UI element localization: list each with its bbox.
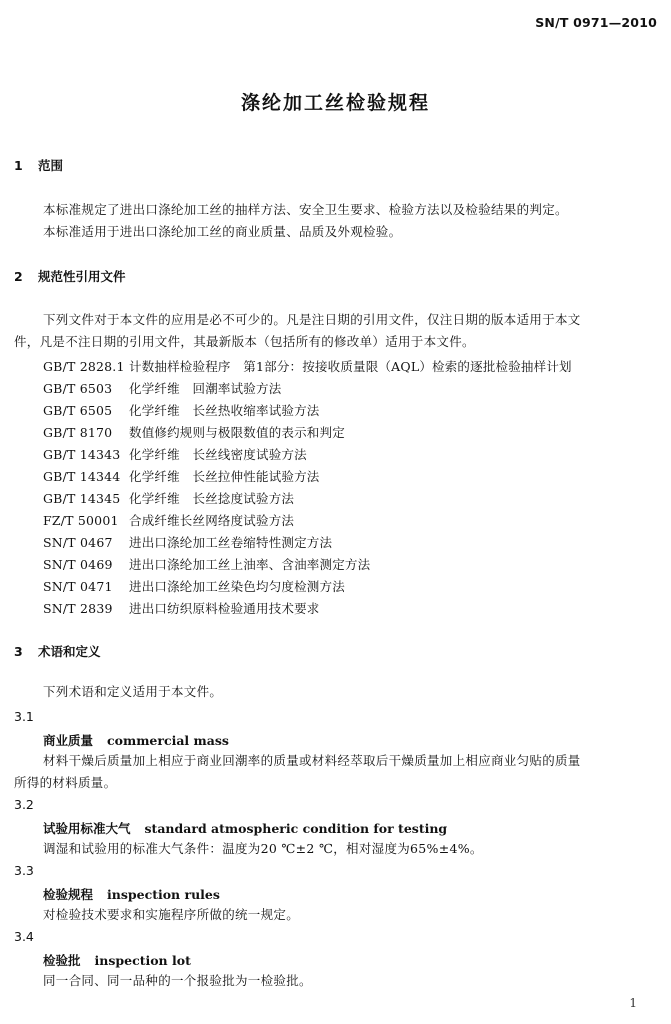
reference-item: [43, 445, 307, 463]
section-1-heading: [14, 156, 63, 174]
term-en: inspection rules: [107, 887, 220, 902]
page-number: 1: [629, 996, 637, 1010]
reference-code: GB/T 14345: [43, 491, 121, 506]
reference-title: 化学纤维 回潮率试验方法: [129, 381, 282, 396]
references-intro-line-2: 件，凡是不注日期的引用文件，其最新版本（包括所有的修改单）适用于本文件。: [14, 334, 475, 349]
term-definition: 对检验技术要求和实施程序所做的统一规定。: [43, 907, 300, 922]
reference-item: [43, 555, 370, 573]
reference-code: GB/T 2828.1: [43, 359, 125, 374]
document-title: 涤纶加工丝检验规程: [240, 92, 430, 114]
reference-item: [43, 357, 572, 375]
standard-code: SN/T 0971—2010: [535, 15, 657, 30]
reference-code: FZ/T 50001: [43, 513, 119, 528]
term-number: 3.2: [14, 797, 34, 812]
reference-title: 进出口涤纶加工丝染色均匀度检测方法: [129, 579, 345, 594]
section-title: 规范性引用文件: [38, 269, 126, 284]
reference-code: GB/T 8170: [43, 425, 113, 440]
reference-title: 化学纤维 长丝捻度试验方法: [129, 491, 295, 506]
term-number: 3.1: [14, 709, 34, 724]
section-number: 3: [14, 644, 23, 659]
term-zh: 检验批: [43, 953, 81, 968]
reference-item: [43, 533, 332, 551]
section-title: 范围: [38, 158, 64, 173]
reference-title: 数值修约规则与极限数值的表示和判定: [129, 425, 345, 440]
term-definition-line-1: 材料干燥后质量加上相应于商业回潮率的质量或材料经萃取后干燥质量加上相应商业匀贴的质量: [43, 753, 581, 768]
scope-paragraph-1: 本标准规定了进出口涤纶加工丝的抽样方法、安全卫生要求、检验方法以及检验结果的判定。: [43, 202, 568, 217]
section-title: 术语和定义: [38, 644, 101, 659]
reference-item: [43, 577, 345, 595]
reference-title: 进出口涤纶加工丝卷缩特性测定方法: [129, 535, 333, 550]
reference-title: 化学纤维 长丝热收缩率试验方法: [129, 403, 320, 418]
reference-title: 化学纤维 长丝线密度试验方法: [129, 447, 307, 462]
section-3-heading: [14, 642, 101, 660]
term-definition: 调湿和试验用的标准大气条件：温度为20 ℃±2 ℃，相对湿度为65%±4%。: [43, 841, 483, 856]
reference-code: GB/T 6505: [43, 403, 113, 418]
term-heading: [43, 951, 191, 969]
section-2-heading: [14, 267, 126, 285]
reference-title: 合成纤维长丝网络度试验方法: [129, 513, 295, 528]
reference-code: GB/T 6503: [43, 381, 113, 396]
term-number: 3.3: [14, 863, 34, 878]
reference-item: [43, 467, 320, 485]
scope-paragraph-2: 本标准适用于进出口涤纶加工丝的商业质量、品质及外观检验。: [43, 224, 402, 239]
references-intro-line-1: 下列文件对于本文件的应用是必不可少的。凡是注日期的引用文件，仅注日期的版本适用于本文: [43, 312, 581, 327]
term-en: inspection lot: [94, 953, 191, 968]
term-zh: 检验规程: [43, 887, 94, 902]
term-en: standard atmospheric condition for testing: [144, 821, 448, 836]
reference-item: [43, 423, 345, 441]
reference-item: [43, 401, 320, 419]
term-number: 3.4: [14, 929, 34, 944]
term-heading: [43, 885, 220, 903]
reference-code: SN/T 2839: [43, 601, 113, 616]
term-definition-line-2: 所得的材料质量。: [14, 775, 117, 790]
reference-item: [43, 379, 281, 397]
reference-item: [43, 489, 294, 507]
term-heading: [43, 731, 229, 749]
reference-code: SN/T 0467: [43, 535, 113, 550]
section-number: 1: [14, 158, 23, 173]
reference-code: GB/T 14343: [43, 447, 121, 462]
reference-title: 进出口涤纶加工丝上油率、含油率测定方法: [129, 557, 371, 572]
reference-title: 化学纤维 长丝拉伸性能试验方法: [129, 469, 320, 484]
reference-item: [43, 511, 294, 529]
reference-code: SN/T 0469: [43, 557, 113, 572]
reference-code: SN/T 0471: [43, 579, 113, 594]
reference-title: 进出口纺织原料检验通用技术要求: [129, 601, 320, 616]
term-zh: 商业质量: [43, 733, 94, 748]
reference-code: GB/T 14344: [43, 469, 121, 484]
terms-intro: 下列术语和定义适用于本文件。: [43, 684, 223, 699]
section-number: 2: [14, 269, 23, 284]
term-definition: 同一合同、同一品种的一个报验批为一检验批。: [43, 973, 312, 988]
term-zh: 试验用标准大气: [43, 821, 131, 836]
reference-title: 计数抽样检验程序 第1部分：按接收质量限（AQL）检索的逐批检验抽样计划: [129, 359, 572, 374]
term-heading: [43, 819, 447, 837]
term-en: commercial mass: [107, 733, 229, 748]
reference-item: [43, 599, 320, 617]
